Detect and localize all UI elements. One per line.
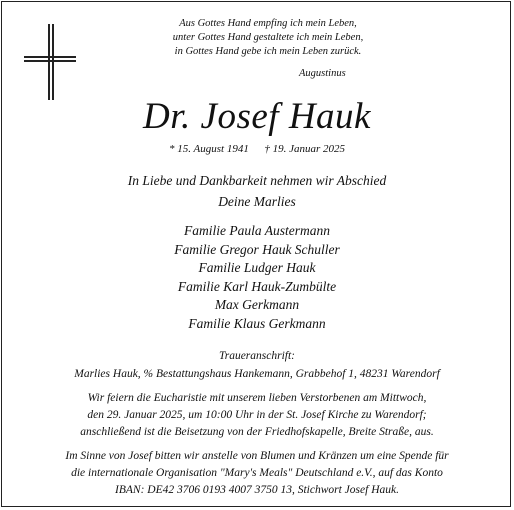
family-line: Familie Gregor Hauk Schuller xyxy=(174,242,340,257)
deceased-name: Dr. Josef Hauk xyxy=(143,96,371,137)
death-date: † 19. Januar 2025 xyxy=(264,143,346,155)
family-line: Familie Klaus Gerkmann xyxy=(188,316,326,331)
family-line: Max Gerkmann xyxy=(214,297,300,312)
family-line: Familie Karl Hauk-Zumbülte xyxy=(177,279,337,294)
service-line: Wir feiern die Eucharistie mit unserem lieben Verstorbenen am Mittwoch, xyxy=(87,392,427,404)
service-line: anschließend ist die Beisetzung von der Friedhofskapelle, Breite Straße, aus. xyxy=(80,426,434,438)
farewell-signer: Deine Marlies xyxy=(218,194,296,209)
birth-date: * 15. August 1941 xyxy=(168,143,249,155)
family-line: Familie Ludger Hauk xyxy=(198,260,316,275)
family-line: Familie Paula Austermann xyxy=(184,223,330,238)
service-line: den 29. Januar 2025, um 10:00 Uhr in der St. Josef Kirche zu Warendorf; xyxy=(87,409,427,421)
quote-line-1: Aus Gottes Hand empfing ich mein Leben, xyxy=(179,18,357,29)
donation-line: IBAN: DE42 3706 0193 4007 3750 13, Stichwort Josef Hauk. xyxy=(115,484,399,496)
quote-line-2: unter Gottes Hand gestaltete ich mein Leben, xyxy=(172,32,364,43)
farewell-line: In Liebe und Dankbarkeit nehmen wir Abschied xyxy=(127,173,387,188)
life-dates xyxy=(0,143,514,155)
address-label: Traueranschrift: xyxy=(218,350,296,362)
quote-line-3: in Gottes Hand gebe ich mein Leben zurück. xyxy=(174,46,362,57)
quote-author: Augustinus xyxy=(299,68,346,79)
donation-line: Im Sinne von Josef bitten wir anstelle von Blumen und Kränzen um eine Spende für xyxy=(65,450,449,462)
address-line: Marlies Hauk, % Bestattungshaus Hankemann, Grabbehof 1, 48231 Warendorf xyxy=(74,368,440,380)
cross-icon xyxy=(24,24,76,100)
donation-line: die internationale Organisation "Mary's Meals" Deutschland e.V., auf das Konto xyxy=(71,467,443,479)
